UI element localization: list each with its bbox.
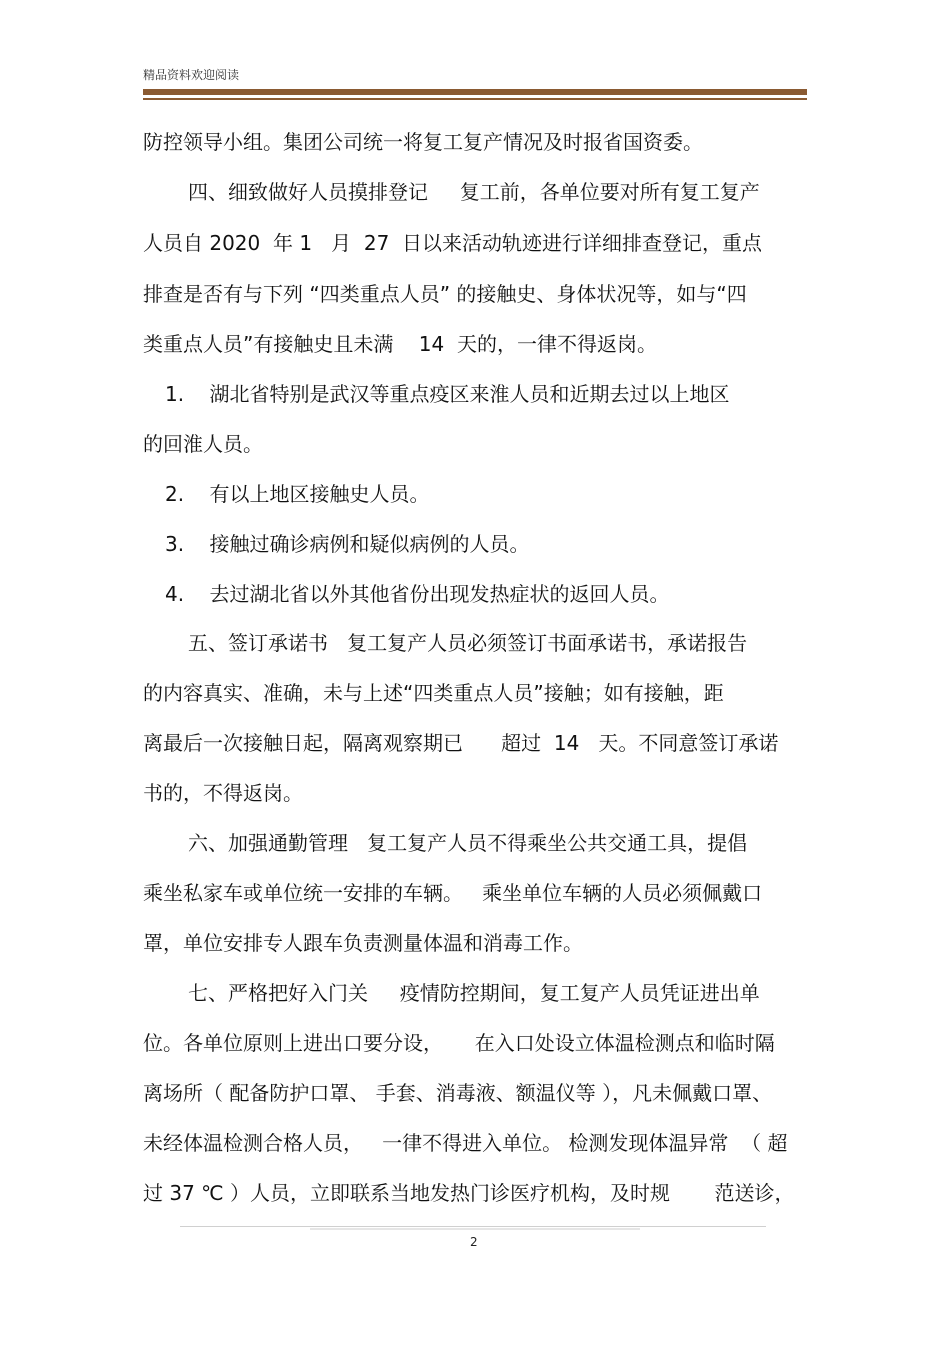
page-header-label: 精品资料欢迎阅读 xyxy=(143,68,240,82)
page-number: 2 xyxy=(470,1235,478,1249)
body-line: 罩，单位安排专人跟车负责测量体温和消毒工作。 xyxy=(143,931,583,955)
body-line: 防控领导小组。集团公司统一将复工复产情况及时报省国资委。 xyxy=(143,130,703,154)
list-item-continuation: 的回淮人员。 xyxy=(143,432,263,456)
list-item: 1. 湖北省特别是武汉等重点疫区来淮人员和近期去过以上地区 xyxy=(165,382,730,406)
footer-rule xyxy=(180,1226,766,1227)
body-line: 离场所（ 配备防护口罩、 手套、消毒液、额温仪等 ），凡未佩戴口罩、 xyxy=(143,1081,773,1105)
header-rule-thin xyxy=(143,98,807,100)
list-item: 2. 有以上地区接触史人员。 xyxy=(165,482,430,506)
body-line: 人员自 2020 年 1 月 27 日以来活动轨迹进行详细排查登记，重点 xyxy=(143,231,763,255)
body-line: 过 37 ℃ ）人员，立即联系当地发热门诊医疗机构，及时规 范送诊， xyxy=(143,1181,795,1205)
body-line: 七、严格把好入门关 疫情防控期间，复工复产人员凭证进出单 xyxy=(188,981,760,1005)
body-line: 未经体温检测合格人员， 一律不得进入单位。 检测发现体温异常 （ 超 xyxy=(143,1131,788,1155)
list-item: 3. 接触过确诊病例和疑似病例的人员。 xyxy=(165,532,530,556)
body-line: 六、加强通勤管理 复工复产人员不得乘坐公共交通工具，提倡 xyxy=(188,831,748,855)
body-line: 位。各单位原则上进出口要分设， 在入口处设立体温检测点和临时隔 xyxy=(143,1031,775,1055)
body-line: 五、签订承诺书 复工复产人员必须签订书面承诺书，承诺报告 xyxy=(188,631,748,655)
body-line: 乘坐私家车或单位统一安排的车辆。 乘坐单位车辆的人员必须佩戴口 xyxy=(143,881,763,905)
body-line: 的内容真实、准确，未与上述“四类重点人员”接触；如有接触，距 xyxy=(143,681,724,705)
body-line: 类重点人员”有接触史且未满 14 天的，一律不得返岗。 xyxy=(143,332,657,356)
header-rule-thick xyxy=(143,89,807,95)
list-item: 4. 去过湖北省以外其他省份出现发热症状的返回人员。 xyxy=(165,582,670,606)
body-line: 离最后一次接触日起，隔离观察期已 超过 14 天。不同意签订承诺 xyxy=(143,731,779,755)
body-line: 四、细致做好人员摸排登记 复工前，各单位要对所有复工复产 xyxy=(188,180,760,204)
body-line: 排查是否有与下列 “四类重点人员” 的接触史、身体状况等，如与“四 xyxy=(143,282,747,306)
footer-rule-shadow xyxy=(310,1228,640,1230)
body-line: 书的，不得返岗。 xyxy=(143,781,303,805)
